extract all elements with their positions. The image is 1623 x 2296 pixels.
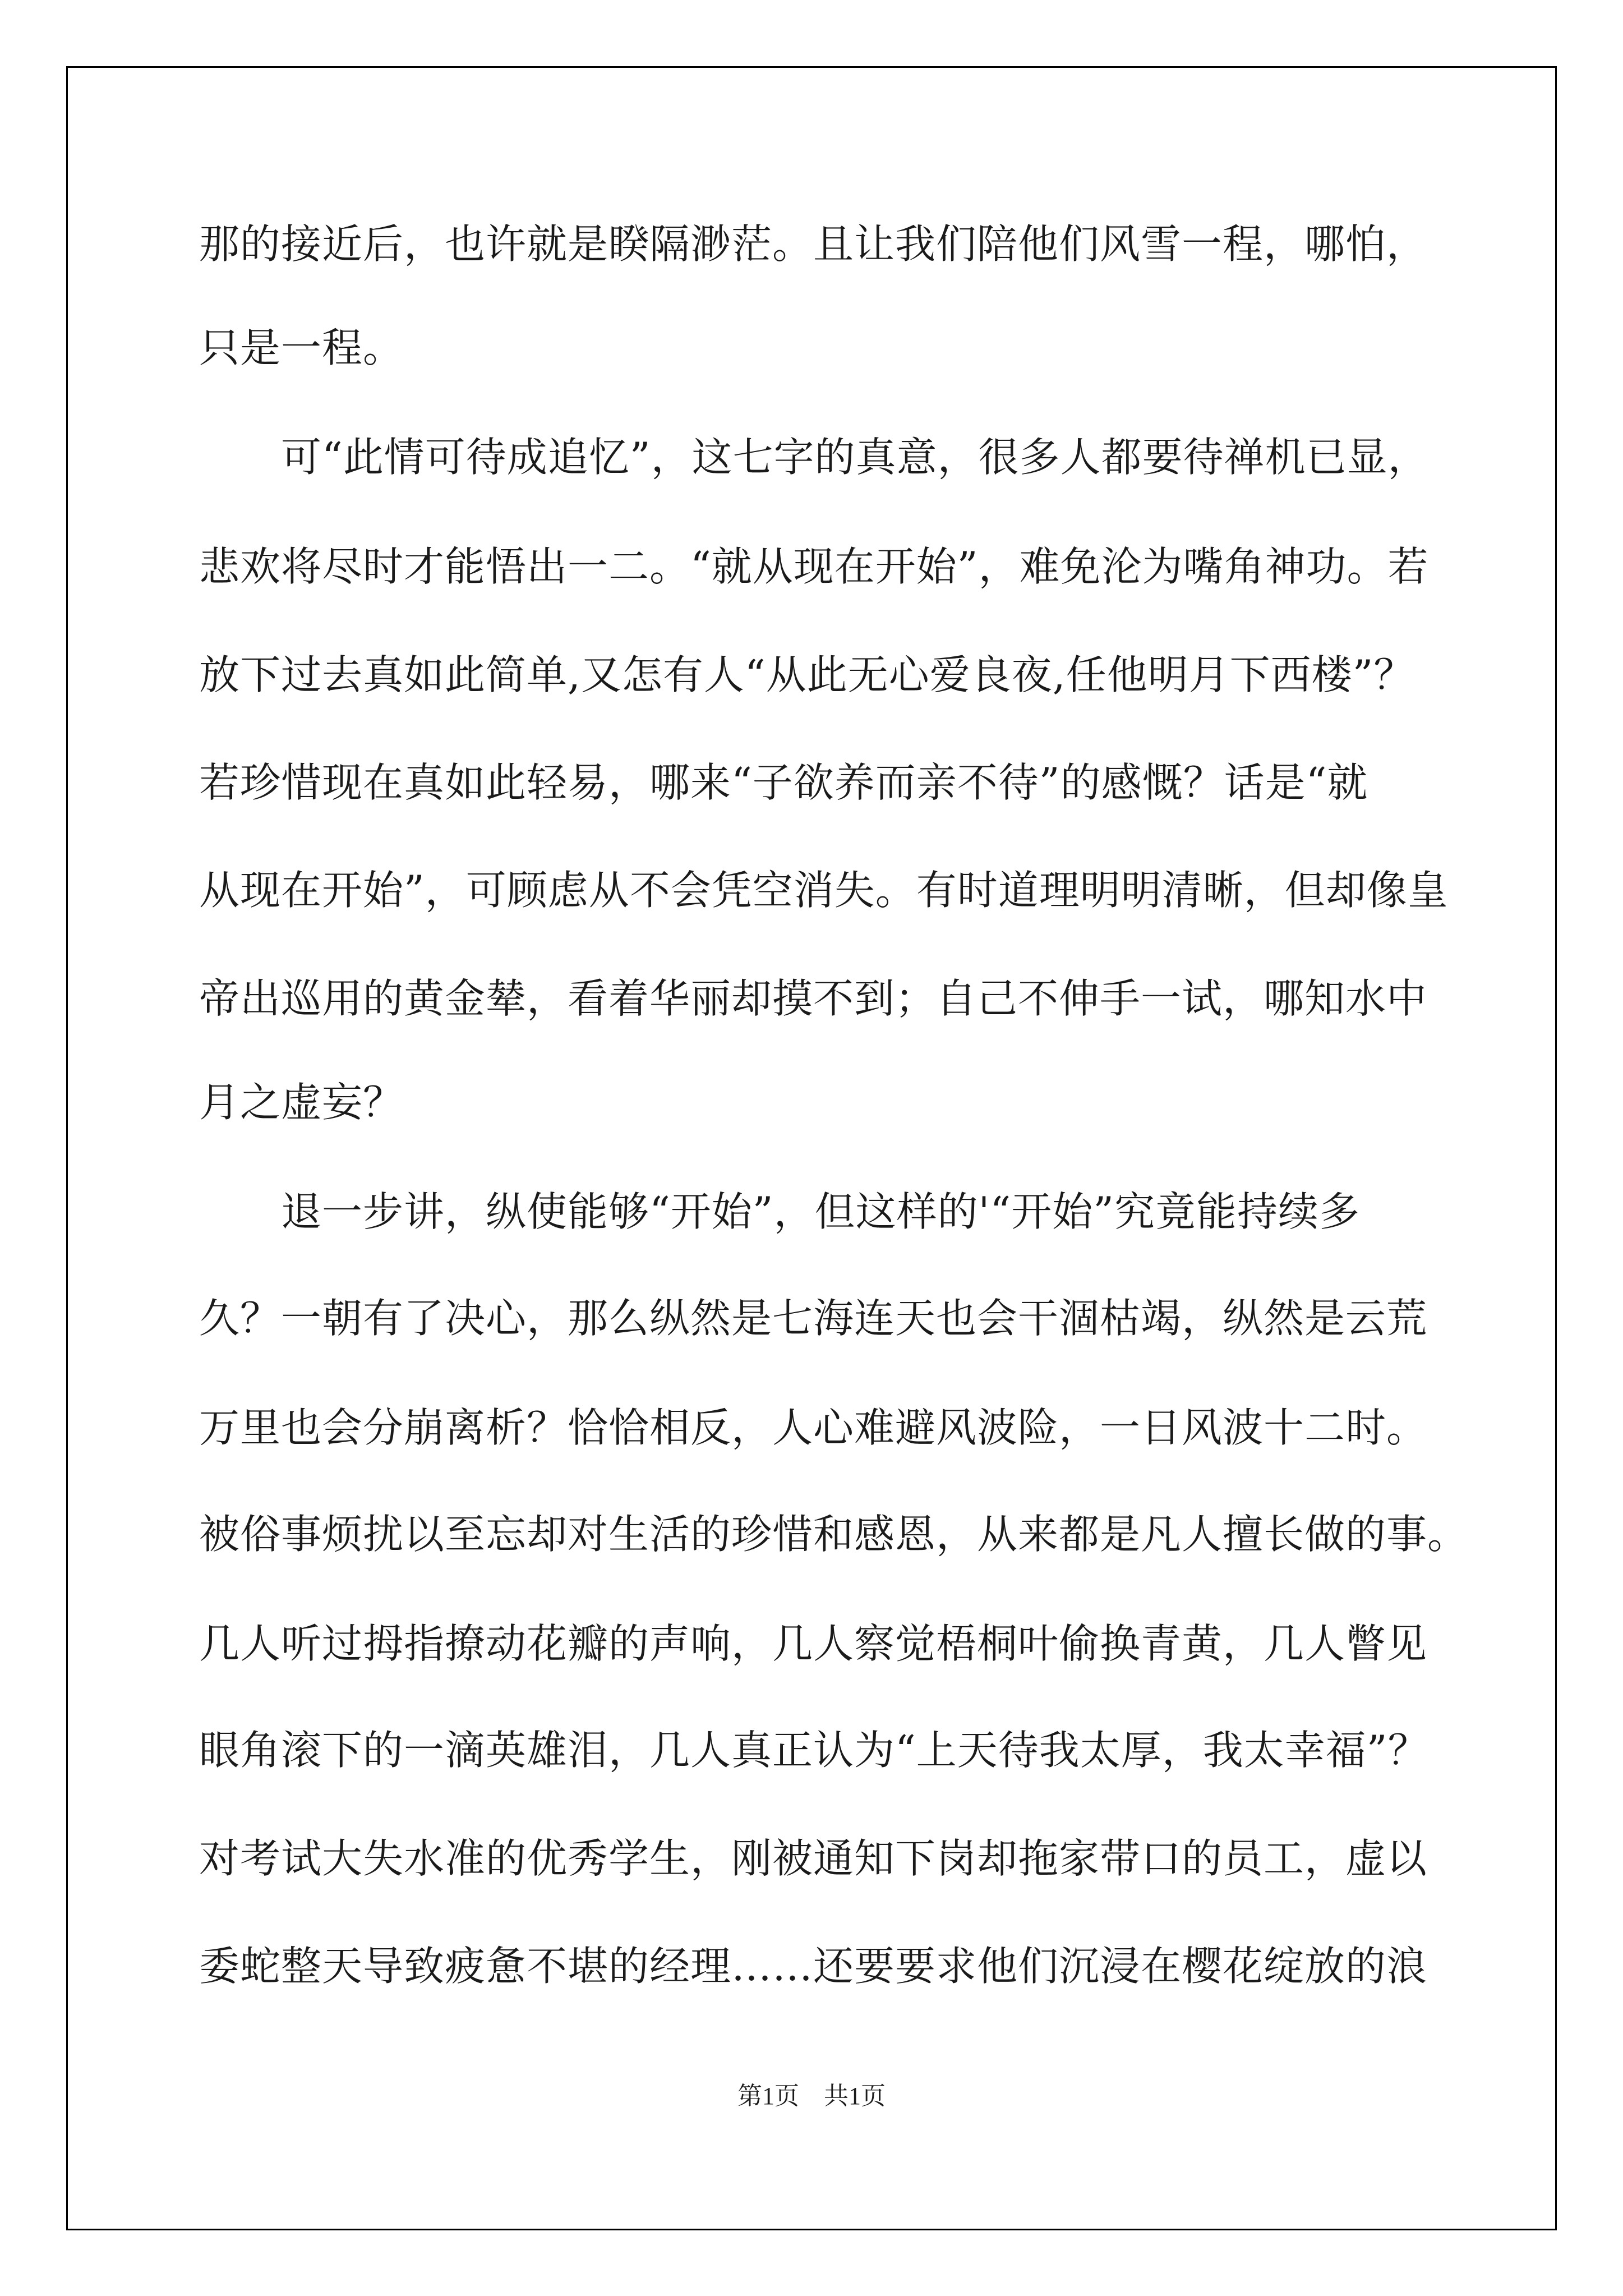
text-line-9: 月之虚妄？ (199, 1079, 404, 1126)
page-number-footer: 第1页 共1页 (737, 2082, 886, 2110)
text-line-13: 被俗事烦扰以至忘却对生活的珍惜和感恩，从来都是凡人擅长做的事。 (199, 1511, 1469, 1558)
text-line-11: 久？一朝有了决心，那么纵然是七海连天也会干涸枯竭，纵然是云荒 (199, 1295, 1428, 1342)
text-line-3: 可“此情可待成追忆”，这七字的真意，很多人都要待禅机已显， (199, 434, 1429, 481)
text-line-8: 帝出巡用的黄金辇，看着华丽却摸不到；自己不伸手一试，哪知水中 (199, 975, 1428, 1022)
text-line-10: 退一步讲，纵使能够“开始”，但这样的'“开始”究竟能持续多 (199, 1188, 1361, 1235)
text-line-12: 万里也会分崩离析？恰恰相反，人心难避风波险，一日风波十二时。 (199, 1404, 1428, 1451)
text-line-6: 若珍惜现在真如此轻易，哪来“子欲养而亲不待”的感慨？话是“就 (199, 759, 1368, 806)
text-line-14: 几人听过拇指撩动花瓣的声响，几人察觉梧桐叶偷换青黄，几人瞥见 (199, 1620, 1428, 1667)
text-line-4: 悲欢将尽时才能悟出一二。“就从现在开始”，难免沦为嘴角神功。若 (199, 543, 1429, 590)
text-line-5: 放下过去真如此简单,又怎有人“从此无心爱良夜,任他明月下西楼”？ (199, 651, 1415, 698)
text-line-1: 那的接近后，也许就是睽隔渺茫。且让我们陪他们风雪一程，哪怕， (199, 220, 1428, 268)
text-line-2: 只是一程。 (199, 324, 404, 371)
text-line-15: 眼角滚下的一滴英雄泪，几人真正认为“上天待我太厚，我太幸福”？ (199, 1727, 1429, 1774)
text-line-16: 对考试大失水准的优秀学生，刚被通知下岗却拖家带口的员工，虚以 (199, 1835, 1428, 1882)
text-line-17: 委蛇整天导致疲惫不堪的经理……还要要求他们沉浸在樱花绽放的浪 (199, 1943, 1428, 1990)
text-line-7: 从现在开始”，可顾虑从不会凭空消失。有时道理明明清晰，但却像皇 (199, 867, 1449, 914)
